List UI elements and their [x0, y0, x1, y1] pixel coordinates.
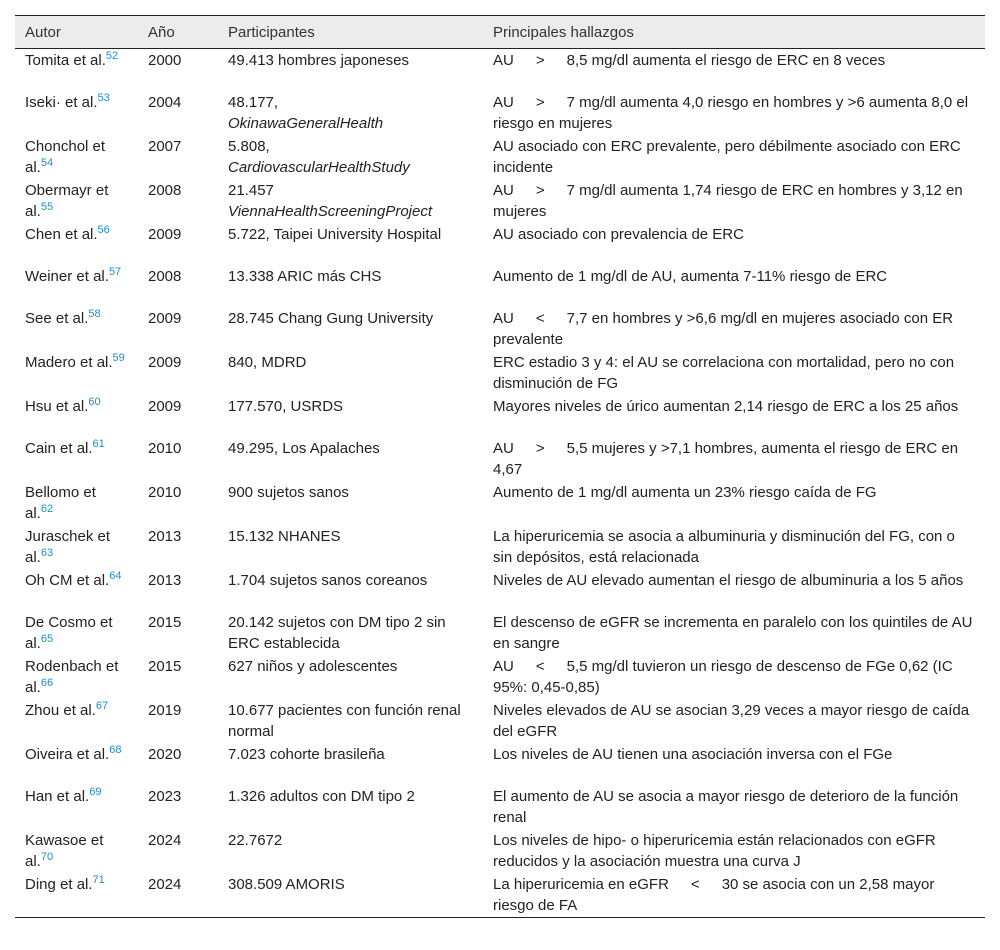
findings-cell	[483, 351, 985, 395]
reference-link[interactable]: 57	[108, 265, 122, 278]
author-cell	[15, 351, 138, 395]
reference-link[interactable]: 61	[92, 437, 105, 450]
table-row	[15, 135, 985, 179]
author-name: Chonchol et al.	[25, 137, 106, 176]
participants-text: 627 niños y adolescentes	[228, 657, 398, 675]
year-value: 2010	[148, 439, 182, 457]
author-name: Rodenbach et al.	[25, 657, 119, 696]
table-row	[15, 743, 985, 785]
participants-study-name: ViennaHealthScreeningProject	[228, 202, 433, 220]
reference-link[interactable]: 71	[92, 873, 105, 886]
participants-cell	[218, 611, 483, 655]
table-row	[15, 179, 985, 223]
year-value: 2004	[148, 93, 182, 111]
findings-text: Los niveles de hipo- o hiperuricemia están relacionados con eGFR reducidos y la asociación muestra una curva J	[493, 831, 936, 870]
findings-cell	[483, 873, 985, 918]
participants-cell	[218, 699, 483, 743]
author-name: Hsu et al.	[25, 397, 89, 415]
findings-text: Aumento de 1 mg/dl de AU, aumenta 7-11% riesgo de ERC	[493, 267, 888, 285]
table-row	[15, 351, 985, 395]
findings-cell	[483, 179, 985, 223]
reference-link[interactable]: 62	[40, 502, 54, 515]
findings-text: Niveles elevados de AU se asocian 3,29 veces a mayor riesgo de caída del eGFR	[493, 701, 970, 740]
author-cell	[15, 873, 138, 918]
findings-lead: AU	[493, 309, 514, 327]
participants-text: 49.413 hombres japoneses	[228, 52, 409, 69]
table-row	[15, 223, 985, 265]
participants-cell	[218, 437, 483, 481]
year-value: 2024	[148, 831, 182, 849]
header-findings: Principales hallazgos	[493, 24, 634, 41]
year-value: 2009	[148, 353, 182, 371]
year-value: 2023	[148, 787, 182, 805]
reference-link[interactable]: 59	[112, 351, 125, 364]
author-name: Han et al.	[25, 787, 90, 805]
author-name: Zhou et al.	[25, 701, 96, 719]
reference-link[interactable]: 60	[88, 395, 101, 408]
year-value: 2024	[148, 875, 182, 893]
participants-study-name: OkinawaGeneralHealth	[228, 114, 384, 132]
year-cell	[138, 265, 218, 307]
findings-cell	[483, 611, 985, 655]
year-cell	[138, 569, 218, 611]
findings-text: AU asociado con ERC prevalente, pero débilmente asociado con ERC incidente	[493, 137, 961, 176]
reference-link[interactable]: 69	[89, 785, 102, 798]
participants-cell	[218, 525, 483, 569]
participants-text: 28.745 Chang Gung University	[228, 309, 434, 327]
comparison-operator: <	[535, 657, 545, 675]
author-cell	[15, 223, 138, 265]
author-cell	[15, 569, 138, 611]
participants-text: 48.177,	[228, 93, 279, 111]
participants-cell	[218, 655, 483, 699]
author-name: Oh CM et al.	[25, 571, 110, 589]
year-value: 2013	[148, 527, 182, 545]
participants-text: 900 sujetos sanos	[228, 483, 349, 501]
reference-link[interactable]: 56	[97, 223, 110, 236]
participants-cell	[218, 179, 483, 223]
participants-study-name: CardiovascularHealthStudy	[228, 158, 410, 176]
reference-link[interactable]: 55	[40, 200, 54, 213]
findings-cell	[483, 135, 985, 179]
year-cell	[138, 525, 218, 569]
table-row	[15, 437, 985, 481]
author-cell	[15, 743, 138, 785]
participants-cell	[218, 569, 483, 611]
findings-lead: AU	[493, 657, 514, 675]
participants-text: 177.570, USRDS	[228, 397, 344, 415]
year-value: 2019	[148, 701, 182, 719]
participants-cell	[218, 91, 483, 135]
year-cell	[138, 437, 218, 481]
participants-cell	[218, 135, 483, 179]
participants-text: 5.808,	[228, 137, 270, 155]
findings-lead: La hiperuricemia en eGFR	[493, 875, 669, 893]
year-cell	[138, 351, 218, 395]
year-value: 2009	[148, 397, 182, 415]
year-cell	[138, 611, 218, 655]
findings-text: 7 mg/dl aumenta 4,0 riesgo en hombres y >6 aumenta 8,0 el riesgo en mujeres	[493, 93, 969, 132]
participants-cell	[218, 395, 483, 437]
year-cell	[138, 179, 218, 223]
participants-text: 308.509 AMORIS	[228, 875, 345, 893]
year-cell	[138, 829, 218, 873]
findings-cell	[483, 829, 985, 873]
year-cell	[138, 135, 218, 179]
author-cell	[15, 307, 138, 351]
findings-lead: AU	[493, 52, 514, 69]
table-row	[15, 699, 985, 743]
year-value: 2008	[148, 181, 182, 199]
findings-cell	[483, 655, 985, 699]
comparison-operator: <	[535, 309, 545, 327]
table-row	[15, 395, 985, 437]
header-participants: Participantes	[228, 24, 315, 41]
year-cell	[138, 743, 218, 785]
year-value: 2007	[148, 137, 182, 155]
findings-lead: AU	[493, 93, 514, 111]
participants-text: 49.295, Los Apalaches	[228, 439, 380, 457]
year-cell	[138, 91, 218, 135]
findings-cell	[483, 91, 985, 135]
participants-cell	[218, 785, 483, 829]
participants-cell	[218, 743, 483, 785]
participants-text: 10.677 pacientes con función renal normal	[228, 701, 461, 740]
author-cell	[15, 481, 138, 525]
author-name: Kawasoe et al.	[25, 831, 104, 870]
author-name: Bellomo et al.	[25, 483, 96, 522]
author-cell	[15, 829, 138, 873]
author-cell	[15, 135, 138, 179]
participants-text: 5.722, Taipei University Hospital	[228, 225, 442, 243]
participants-text: 1.704 sujetos sanos coreanos	[228, 571, 428, 589]
findings-text: AU asociado con prevalencia de ERC	[493, 225, 744, 243]
author-cell	[15, 611, 138, 655]
comparison-operator: <	[690, 875, 700, 893]
comparison-operator: >	[535, 181, 545, 199]
studies-table	[15, 15, 985, 918]
author-cell	[15, 785, 138, 829]
author-cell	[15, 437, 138, 481]
reference-link[interactable]: 64	[109, 569, 122, 582]
author-cell	[15, 179, 138, 223]
year-cell	[138, 873, 218, 918]
findings-cell	[483, 437, 985, 481]
reference-link[interactable]: 68	[109, 743, 122, 756]
table-row	[15, 307, 985, 351]
comparison-operator: >	[535, 93, 545, 111]
author-name: Oiveira et al.	[25, 745, 110, 763]
table-row	[15, 785, 985, 829]
reference-link[interactable]: 63	[40, 546, 54, 559]
author-cell	[15, 49, 138, 91]
reference-link[interactable]: 67	[95, 699, 109, 712]
participants-text: 22.7672	[228, 831, 283, 849]
participants-cell	[218, 49, 483, 91]
findings-lead: AU	[493, 439, 514, 457]
table-row	[15, 569, 985, 611]
participants-text: 15.132 NHANES	[228, 527, 341, 545]
findings-text: La hiperuricemia se asocia a albuminuria y disminución del FG, con o sin depósitos, está relacionada	[493, 527, 955, 566]
findings-text: Aumento de 1 mg/dl aumenta un 23% riesgo caída de FG	[493, 483, 877, 501]
table-row	[15, 525, 985, 569]
findings-text: 7,7 en hombres y >6,6 mg/dl en mujeres asociado con ER prevalente	[493, 309, 954, 348]
findings-cell	[483, 481, 985, 525]
findings-cell	[483, 265, 985, 307]
findings-text: Niveles de AU elevado aumentan el riesgo de albuminuria a los 5 años	[493, 571, 964, 589]
findings-cell	[483, 743, 985, 785]
year-cell	[138, 481, 218, 525]
studies-table-container	[15, 15, 985, 918]
year-value: 2015	[148, 657, 182, 675]
participants-cell	[218, 829, 483, 873]
year-cell	[138, 655, 218, 699]
findings-cell	[483, 699, 985, 743]
table-row	[15, 829, 985, 873]
author-name: De Cosmo et al.	[25, 613, 113, 652]
year-cell	[138, 699, 218, 743]
participants-cell	[218, 481, 483, 525]
table-row	[15, 655, 985, 699]
findings-text: El aumento de AU se asocia a mayor riesgo de deterioro de la función renal	[493, 787, 959, 826]
year-cell	[138, 49, 218, 91]
findings-cell	[483, 569, 985, 611]
participants-text: 13.338 ARIC más CHS	[228, 267, 382, 285]
participants-cell	[218, 265, 483, 307]
findings-text: El descenso de eGFR se incrementa en paralelo con los quintiles de AU en sangre	[493, 613, 973, 652]
table-row	[15, 49, 985, 91]
year-value: 2010	[148, 483, 182, 501]
author-name: Iseki· et al.	[25, 93, 98, 111]
year-value: 2009	[148, 309, 182, 327]
findings-text: 5,5 mujeres y >7,1 hombres, aumenta el riesgo de ERC en 4,67	[493, 439, 959, 478]
header-row	[15, 16, 985, 49]
reference-link[interactable]: 52	[105, 50, 119, 62]
reference-link[interactable]: 65	[40, 632, 54, 645]
author-name: Madero et al.	[25, 353, 113, 371]
reference-link[interactable]: 54	[40, 156, 54, 169]
findings-text: ERC estadio 3 y 4: el AU se correlaciona con mortalidad, pero no con disminución de FG	[493, 353, 955, 392]
header-year: Año	[148, 24, 175, 41]
author-name: Juraschek et al.	[25, 527, 111, 566]
participants-text: 840, MDRD	[228, 353, 307, 371]
participants-cell	[218, 307, 483, 351]
findings-cell	[483, 49, 985, 91]
author-cell	[15, 91, 138, 135]
findings-lead: AU	[493, 181, 514, 199]
table-row	[15, 91, 985, 135]
reference-link[interactable]: 53	[97, 91, 110, 104]
author-name: Ding et al.	[25, 875, 93, 893]
year-value: 2008	[148, 267, 182, 285]
participants-cell	[218, 223, 483, 265]
year-cell	[138, 785, 218, 829]
findings-text: Los niveles de AU tienen una asociación inversa con el FGe	[493, 745, 893, 763]
findings-text: 5,5 mg/dl tuvieron un riesgo de descenso de FGe 0,62 (IC 95%: 0,45-0,85)	[493, 657, 953, 696]
author-cell	[15, 525, 138, 569]
year-value: 2000	[148, 52, 182, 69]
findings-text: 30 se asocia con un 2,58 mayor riesgo de FA	[493, 875, 935, 914]
findings-cell	[483, 307, 985, 351]
table-row	[15, 611, 985, 655]
table-row	[15, 265, 985, 307]
findings-text: Mayores niveles de úrico aumentan 2,14 riesgo de ERC a los 25 años	[493, 397, 959, 415]
year-cell	[138, 223, 218, 265]
author-name: Weiner et al.	[25, 267, 109, 285]
author-cell	[15, 395, 138, 437]
author-cell	[15, 265, 138, 307]
table-header	[15, 16, 985, 49]
participants-text: 1.326 adultos con DM tipo 2	[228, 787, 415, 805]
author-name: Cain et al.	[25, 439, 93, 457]
year-value: 2013	[148, 571, 182, 589]
participants-text: 21.457	[228, 181, 274, 199]
author-name: Chen et al.	[25, 225, 98, 243]
year-cell	[138, 307, 218, 351]
author-name: Tomita et al.	[25, 52, 106, 69]
table-row	[15, 481, 985, 525]
findings-cell	[483, 223, 985, 265]
year-value: 2009	[148, 225, 182, 243]
comparison-operator: >	[535, 52, 545, 69]
findings-text: 8,5 mg/dl aumenta el riesgo de ERC en 8 veces	[566, 52, 886, 69]
author-cell	[15, 655, 138, 699]
findings-cell	[483, 395, 985, 437]
reference-link[interactable]: 70	[40, 850, 54, 863]
participants-text: 20.142 sujetos con DM tipo 2 sin ERC establecida	[228, 613, 446, 652]
author-cell	[15, 699, 138, 743]
comparison-operator: >	[535, 439, 545, 457]
year-cell	[138, 395, 218, 437]
table-row	[15, 873, 985, 918]
author-name: Obermayr et al.	[25, 181, 109, 220]
reference-link[interactable]: 58	[88, 307, 101, 320]
findings-text: 7 mg/dl aumenta 1,74 riesgo de ERC en hombres y 3,12 en mujeres	[493, 181, 963, 220]
participants-text: 7.023 cohorte brasileña	[228, 745, 385, 763]
table-body	[15, 49, 985, 918]
year-value: 2020	[148, 745, 182, 763]
reference-link[interactable]: 66	[40, 676, 54, 689]
participants-cell	[218, 873, 483, 918]
header-author: Autor	[25, 24, 61, 41]
participants-cell	[218, 351, 483, 395]
findings-cell	[483, 525, 985, 569]
author-name: See et al.	[25, 309, 89, 327]
year-value: 2015	[148, 613, 182, 631]
findings-cell	[483, 785, 985, 829]
